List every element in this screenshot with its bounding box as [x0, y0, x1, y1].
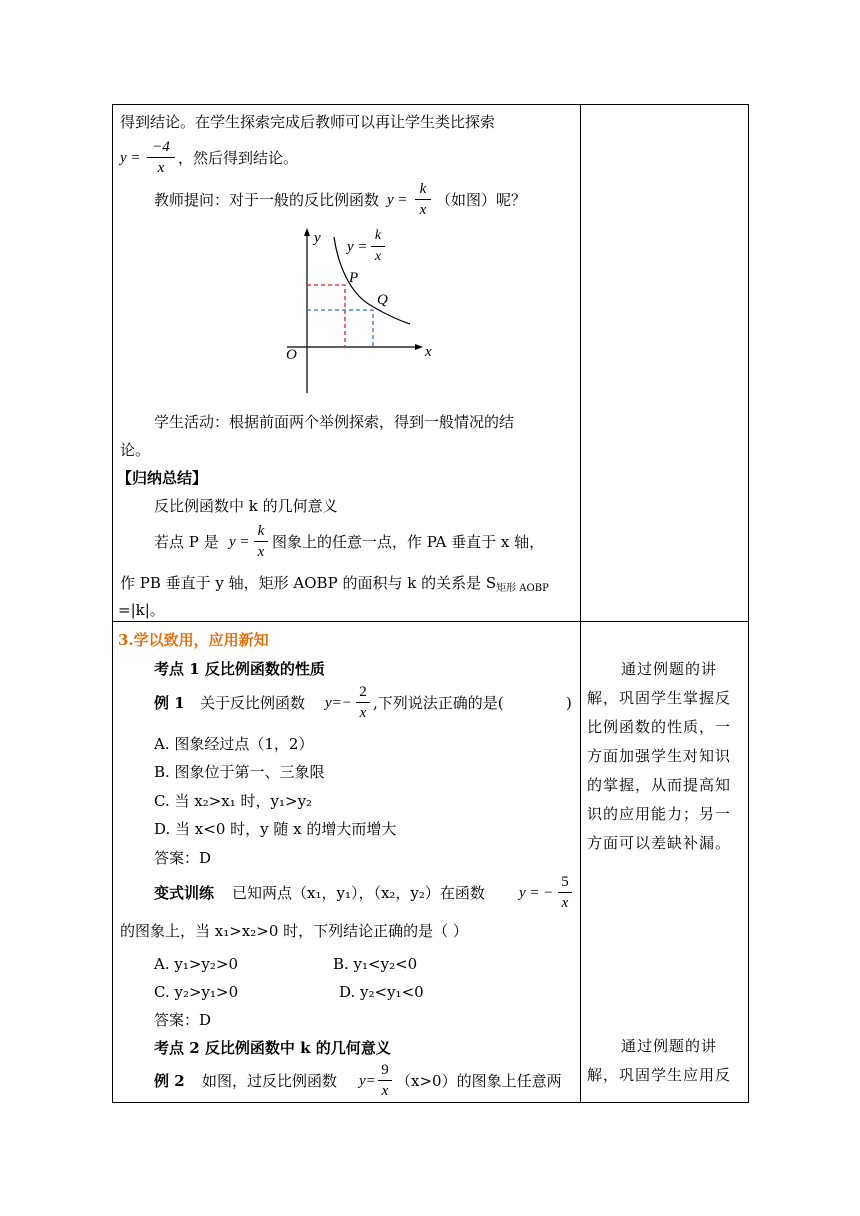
text-line-3-end: （如图）呢？ — [436, 191, 527, 209]
activity-line-1: 学生活动：根据前面两个举例探索，得到一般情况的结 — [154, 413, 515, 431]
table-border-bottom — [112, 1102, 749, 1103]
func-y-k: y = — [387, 192, 408, 208]
variant-option-a: A. y₁>y₂>0 — [154, 955, 239, 973]
ex1-func: y=− — [325, 695, 352, 711]
graph-label-origin: O — [286, 347, 297, 363]
kp2-title: 考点 2 反比例函数中 k 的几何意义 — [154, 1039, 391, 1057]
kp1-title: 考点 1 反比例函数的性质 — [154, 660, 325, 678]
table-border-left — [112, 104, 113, 1103]
text-line-1: 得到结论。在学生探索完成后教师可以再让学生类比探索 — [120, 113, 496, 131]
table-column-divider — [580, 104, 581, 1103]
ex1-option-d: D. 当 x<0 时，y 随 x 的增大而增大 — [154, 820, 397, 838]
fraction-k-over-x: k x — [415, 180, 431, 219]
summary-line-2b: 图象上的任意一点，作 PA 垂直于 x 轴， — [272, 533, 545, 551]
graph-label-x: x — [425, 344, 432, 360]
variant-option-b: B. y₁<y₂<0 — [333, 955, 418, 973]
summary-line-1: 反比例函数中 k 的几何意义 — [154, 497, 338, 515]
q-rectangle-dashes — [307, 310, 373, 347]
table-border-top — [112, 104, 749, 105]
variant-answer: 答案：D — [154, 1011, 212, 1029]
variant-option-d: D. y₂<y₁<0 — [339, 983, 424, 1001]
variant-option-c: C. y₂>y₁>0 — [154, 983, 239, 1001]
summary-title: 【归纳总结】 — [117, 469, 208, 487]
summary-fraction-k-over-x: k x — [254, 522, 268, 561]
text-line-2: ，然后得到结论。 — [178, 149, 299, 167]
fraction-minus4-over-x: −4 x — [147, 138, 175, 177]
table-border-mid — [112, 621, 749, 622]
activity-line-2: 论。 — [120, 441, 151, 459]
summary-line-2a: 若点 P 是 — [154, 533, 219, 551]
x-axis-arrow — [415, 344, 423, 350]
ex1-answer: 答案：D — [154, 849, 212, 867]
graph-fraction-k-over-x: k x — [371, 227, 385, 266]
variant-text-b: 的图象上，当 x₁>x₂>0 时，下列结论正确的是（ ） — [120, 922, 468, 940]
variant-label: 变式训练 — [154, 884, 215, 902]
ex1-text-c: ) — [566, 694, 572, 712]
section-3-title: 3.学以致用，应用新知 — [118, 631, 269, 649]
summary-line-4: =|k|。 — [118, 601, 165, 619]
graph-label-y: y — [314, 230, 321, 246]
ex2-text-a: 如图，过反比例函数 — [202, 1072, 338, 1090]
ex2-label: 例 2 — [154, 1072, 185, 1090]
table-border-right — [748, 104, 749, 1103]
ex1-text-a: 关于反比例函数 — [200, 694, 306, 712]
func-y-minus4: y = — [120, 150, 141, 166]
graph-label-p: P — [349, 270, 359, 286]
graph-func-label: y = — [347, 239, 368, 255]
ex2-func: y= — [359, 1073, 376, 1089]
p-rectangle-dashes — [307, 285, 345, 347]
design-note-2: 通过例题的讲解，巩固学生应用反 — [587, 1037, 732, 1084]
summary-line-3: 作 PB 垂直于 y 轴，矩形 AOBP 的面积与 k 的关系是 $S_{矩形 AOBP}$ — [120, 574, 549, 594]
inverse-function-graph — [280, 225, 460, 400]
variant-text-a: 已知两点（x₁，y₁），（x₂，y₂）在函数 — [232, 884, 485, 902]
ex2-fraction: 9 x — [378, 1061, 392, 1100]
ex2-text-b: （x>0）的图象上任意两 — [396, 1072, 562, 1090]
ex1-option-b: B. 图象位于第一、三象限 — [154, 763, 325, 781]
variant-func: y = − — [519, 885, 554, 901]
ex1-label: 例 1 — [154, 694, 185, 712]
text-line-3: 教师提问：对于一般的反比例函数 — [154, 191, 380, 209]
y-axis-arrow — [304, 228, 310, 236]
variant-fraction: 5 x — [558, 873, 572, 912]
ex1-text-b: ,下列说法正确的是( — [373, 694, 504, 712]
design-note-1: 通过例题的讲解，巩固学生掌握反比例函数的性质，一方面加强学生对知识的掌握，从而提高知识的应用能力；另一方面可以差缺补漏。 — [587, 660, 732, 852]
graph-label-q: Q — [377, 292, 388, 308]
ex1-option-a: A. 图象经过点（1，2） — [154, 735, 314, 753]
ex1-option-c: C. 当 x₂>x₁ 时，y₁>y₂ — [154, 792, 313, 810]
summary-func: y = — [229, 534, 250, 550]
ex1-fraction: 2 x — [356, 683, 370, 722]
